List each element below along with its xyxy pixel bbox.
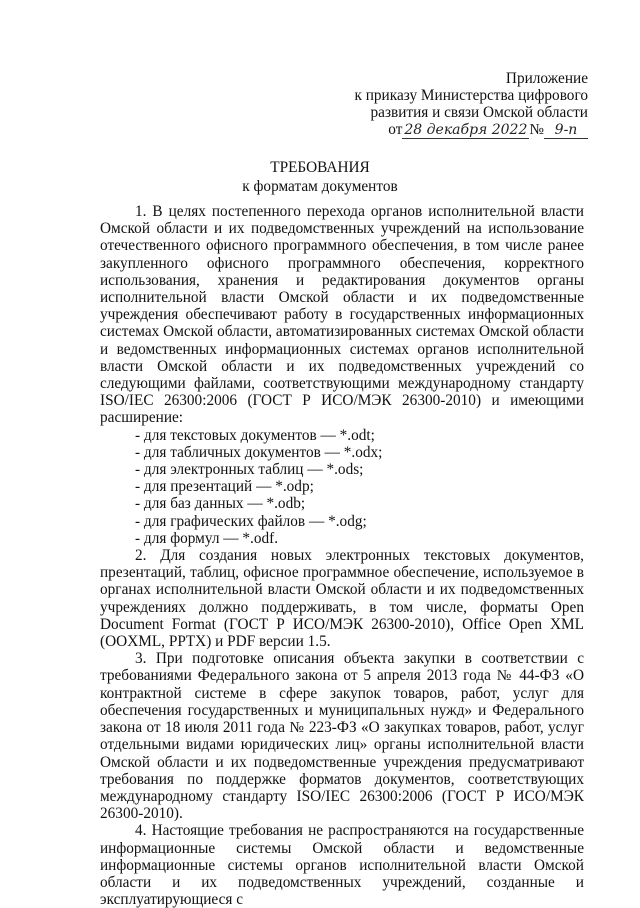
handwritten-date: 28 декабря 2022	[404, 122, 528, 138]
document-subtitle: к форматам документов	[242, 178, 398, 195]
from-prefix: от	[388, 121, 403, 138]
paragraph-4: 4. Настоящие требования не распространяются на государственные информационные системы Омской области и ведомственные информационные системы органов исполнительной власти Омской области и их подведомственных учреждений, созданные и эксплуатирующиеся с	[100, 822, 584, 908]
number-sign: №	[529, 121, 544, 138]
document-title: ТРЕБОВАНИЯ	[270, 159, 370, 176]
list-item: - для табличных документов — *.odx;	[135, 443, 383, 461]
document-title-block	[0, 158, 640, 196]
list-item: - для баз данных — *.odb;	[135, 495, 306, 513]
appendix-label: Приложение	[505, 70, 588, 87]
handwritten-number: 9-п	[544, 123, 588, 139]
list-item: - для текстовых документов — *.odt;	[135, 426, 375, 444]
appendix-header	[354, 70, 588, 139]
list-item: - для электронных таблиц — *.ods;	[135, 461, 364, 479]
list-item: - для формул — *.odf.	[135, 529, 279, 547]
ministry-name-line: развития и связи Омской области	[370, 104, 588, 121]
paragraph-2: 2. Для создания новых электронных текстовых документов, презентаций, таблиц, офисное программное обеспечение, используемое в органах исполнительной власти Омской области и их подведомственных учреждениях должно поддерживать, в том числе, форматы Open Document Format (ГОСТ Р ИСО/МЭК 26300-2010), Office Open XML (OOXML, PPTX) и PDF версии 1.5.	[100, 547, 584, 651]
paragraph-3: 3. При подготовке описания объекта закупки в соответствии с требованиями Федерального закона от 5 апреля 2013 года № 44-ФЗ «О контрактной системе в сфере закупок товаров, работ, услуг для обеспечения государственных и муниципальных нужд» и Федерального закона от 18 июля 2011 года № 223-ФЗ «О закупках товаров, работ, услуг отдельными видами юридических лиц» органы исполнительной власти Омской области и их подведомственные учреждения предусматривают требования по поддержке форматов документов, соответствующих международному стандарту ISO/IEC 26300:2006 (ГОСТ Р ИСО/МЭК 26300-2010).	[100, 650, 584, 823]
document-body	[100, 203, 584, 908]
paragraph-1: 1. В целях постепенного перехода органов исполнительной власти Омской области и их подведомственных учреждений на использование отечественного офисного программного обеспечения, в том числе ранее закупленного офисного программного обеспечения, корректного использования, хранения и редактирования документов органы исполнительной власти Омской области и их подведомственные учреждения обеспечивают работу в государственных информационных системах Омской области, автоматизированных системах Омской области и ведомственных информационных системах органов исполнительной власти Омской области и их подведомственных учреждений со следующими файлами, соответствующими международному стандарту ISO/IEC 26300:2006 (ГОСТ Р ИСО/МЭК 26300-2010) и имеющими расширение:	[100, 203, 584, 427]
order-reference-line: к приказу Министерства цифрового	[354, 87, 588, 104]
list-item: - для графических файлов — *.odg;	[135, 512, 367, 530]
list-item: - для презентаций — *.odp;	[135, 478, 314, 496]
order-date-number-line	[354, 121, 588, 139]
